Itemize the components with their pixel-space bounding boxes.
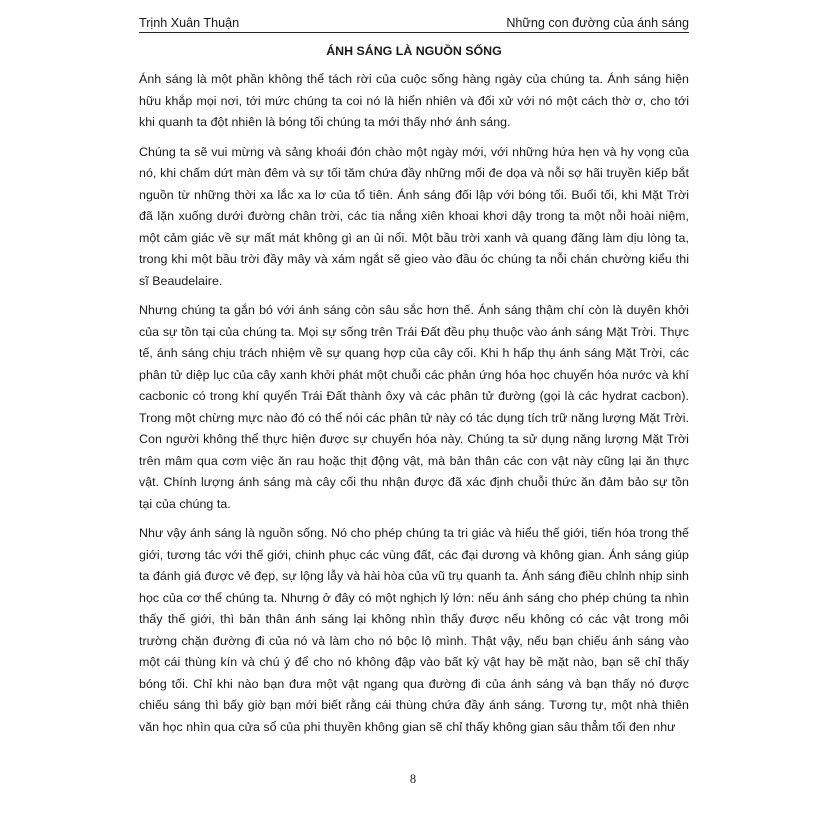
paragraph-1: Ánh sáng là một phần không thể tách rời của cuộc sống hàng ngày của chúng ta. Ánh sáng hiện hữu khắp mọi nơi, tới mức chúng ta coi nó là hiển nhiên và đối xử với nó một cách thờ ơ, cho tới khi quanh ta đột nhiên là bóng tối chúng ta mới thấy nhớ ánh sáng.	[139, 72, 689, 129]
header-book-title: Những con đường của ánh sáng	[506, 16, 689, 30]
body-text	[139, 69, 689, 746]
header-author: Trịnh Xuân Thuận	[139, 16, 240, 30]
running-header	[139, 15, 689, 33]
page-number: 8	[409, 772, 417, 786]
chapter-title: ÁNH SÁNG LÀ NGUỒN SỐNG	[326, 44, 502, 58]
paragraph-4: Như vậy ánh sáng là nguồn sống. Nó cho phép chúng ta tri giác và hiểu thế giới, tiến hóa trong thế giới, tương tác với thế giới, chinh phục các vùng đất, các đại dương và không gian. Ánh sáng giúp ta đánh giá được vẻ đẹp, sự lộng lẫy và hài hòa của vũ trụ quanh ta. Ánh sáng điều chỉnh nhịp sinh học của cơ thể chúng ta. Nhưng ở đây có một nghịch lý lớn: nếu ánh sáng cho phép chúng ta nhìn thấy thế giới, thì bản thân ánh sáng lại không nhìn thấy được nếu không có các vật trong môi trường chặn đường đi của nó và làm cho nó bộc lộ mình. Thật vậy, nếu bạn chiếu ánh sáng vào một cái thùng kín và chú ý để cho nó không đập vào bất kỳ vật hay bề mặt nào, bạn sẽ chỉ thấy bóng tối. Chỉ khi nào bạn đưa một vật ngang qua đường đi của ánh sáng và bạn thấy nó được chiếu sáng thì bấy giờ bạn mới biết rằng cái thùng chứa đầy ánh sáng. Tương tự, một nhà thiên văn học nhìn qua cửa sổ của phi thuyền không gian sẽ chỉ thấy không gian sâu thẳm tối đen như	[139, 526, 689, 734]
paragraph-2: Chúng ta sẽ vui mừng và sảng khoái đón chào một ngày mới, với những hứa hẹn và hy vọng của nó, khi chấm dứt màn đêm và sự tối tăm chứa đầy những mối đe dọa và nỗi sợ hãi truyền kiếp bắt nguồn từ những thời xa lắc xa lơ của tổ tiên. Ánh sáng đối lập với bóng tối. Buổi tối, khi Mặt Trời đã lặn xuống dưới đường chân trời, các tia nắng xiên khoai khơi dậy trong ta một nỗi hoài niệm, một cảm giác về sự mất mát không gì an ủi nổi. Một bầu trời xanh và quang đãng làm dịu lòng ta, trong khi một bầu trời đầy mây và xám ngắt sẽ gieo vào đầu óc chúng ta nỗi chán chường kiểu thi sĩ Beaudelaire.	[139, 144, 689, 288]
paragraph-3: Nhưng chúng ta gắn bó với ánh sáng còn sâu sắc hơn thế. Ánh sáng thậm chí còn là duyên khởi của sự tồn tại của chúng ta. Mọi sự sống trên Trái Đất đều phụ thuộc vào ánh sáng Mặt Trời. Thực tế, ánh sáng chịu trách nhiệm về sự quang hợp của cây cối. Khi h hấp thụ ánh sáng Mặt Trời, các phân tử diệp lục của cây xanh khởi phát một chuỗi các phản ứng hóa học chuyển hóa nước và khí cacbonic có trong khí quyển Trái Đất thành ôxy và các phân tử đường (gọi là các hydrat cacbon). Trong một chừng mực nào đó có thể nói các phân tử này có tác dụng tích trữ năng lượng Mặt Trời. Con người không thể thực hiện được sự chuyển hóa này. Chúng ta sử dụng năng lượng Mặt Trời trên mâm qua cơm việc ăn rau hoặc thịt động vật, mà bản thân các con vật này cũng lại ăn thực vật. Chính lượng ánh sáng mà cây cối thu nhận được đã xác định chuỗi thức ăn đảm bảo sự tồn tại của chúng ta.	[139, 303, 689, 511]
